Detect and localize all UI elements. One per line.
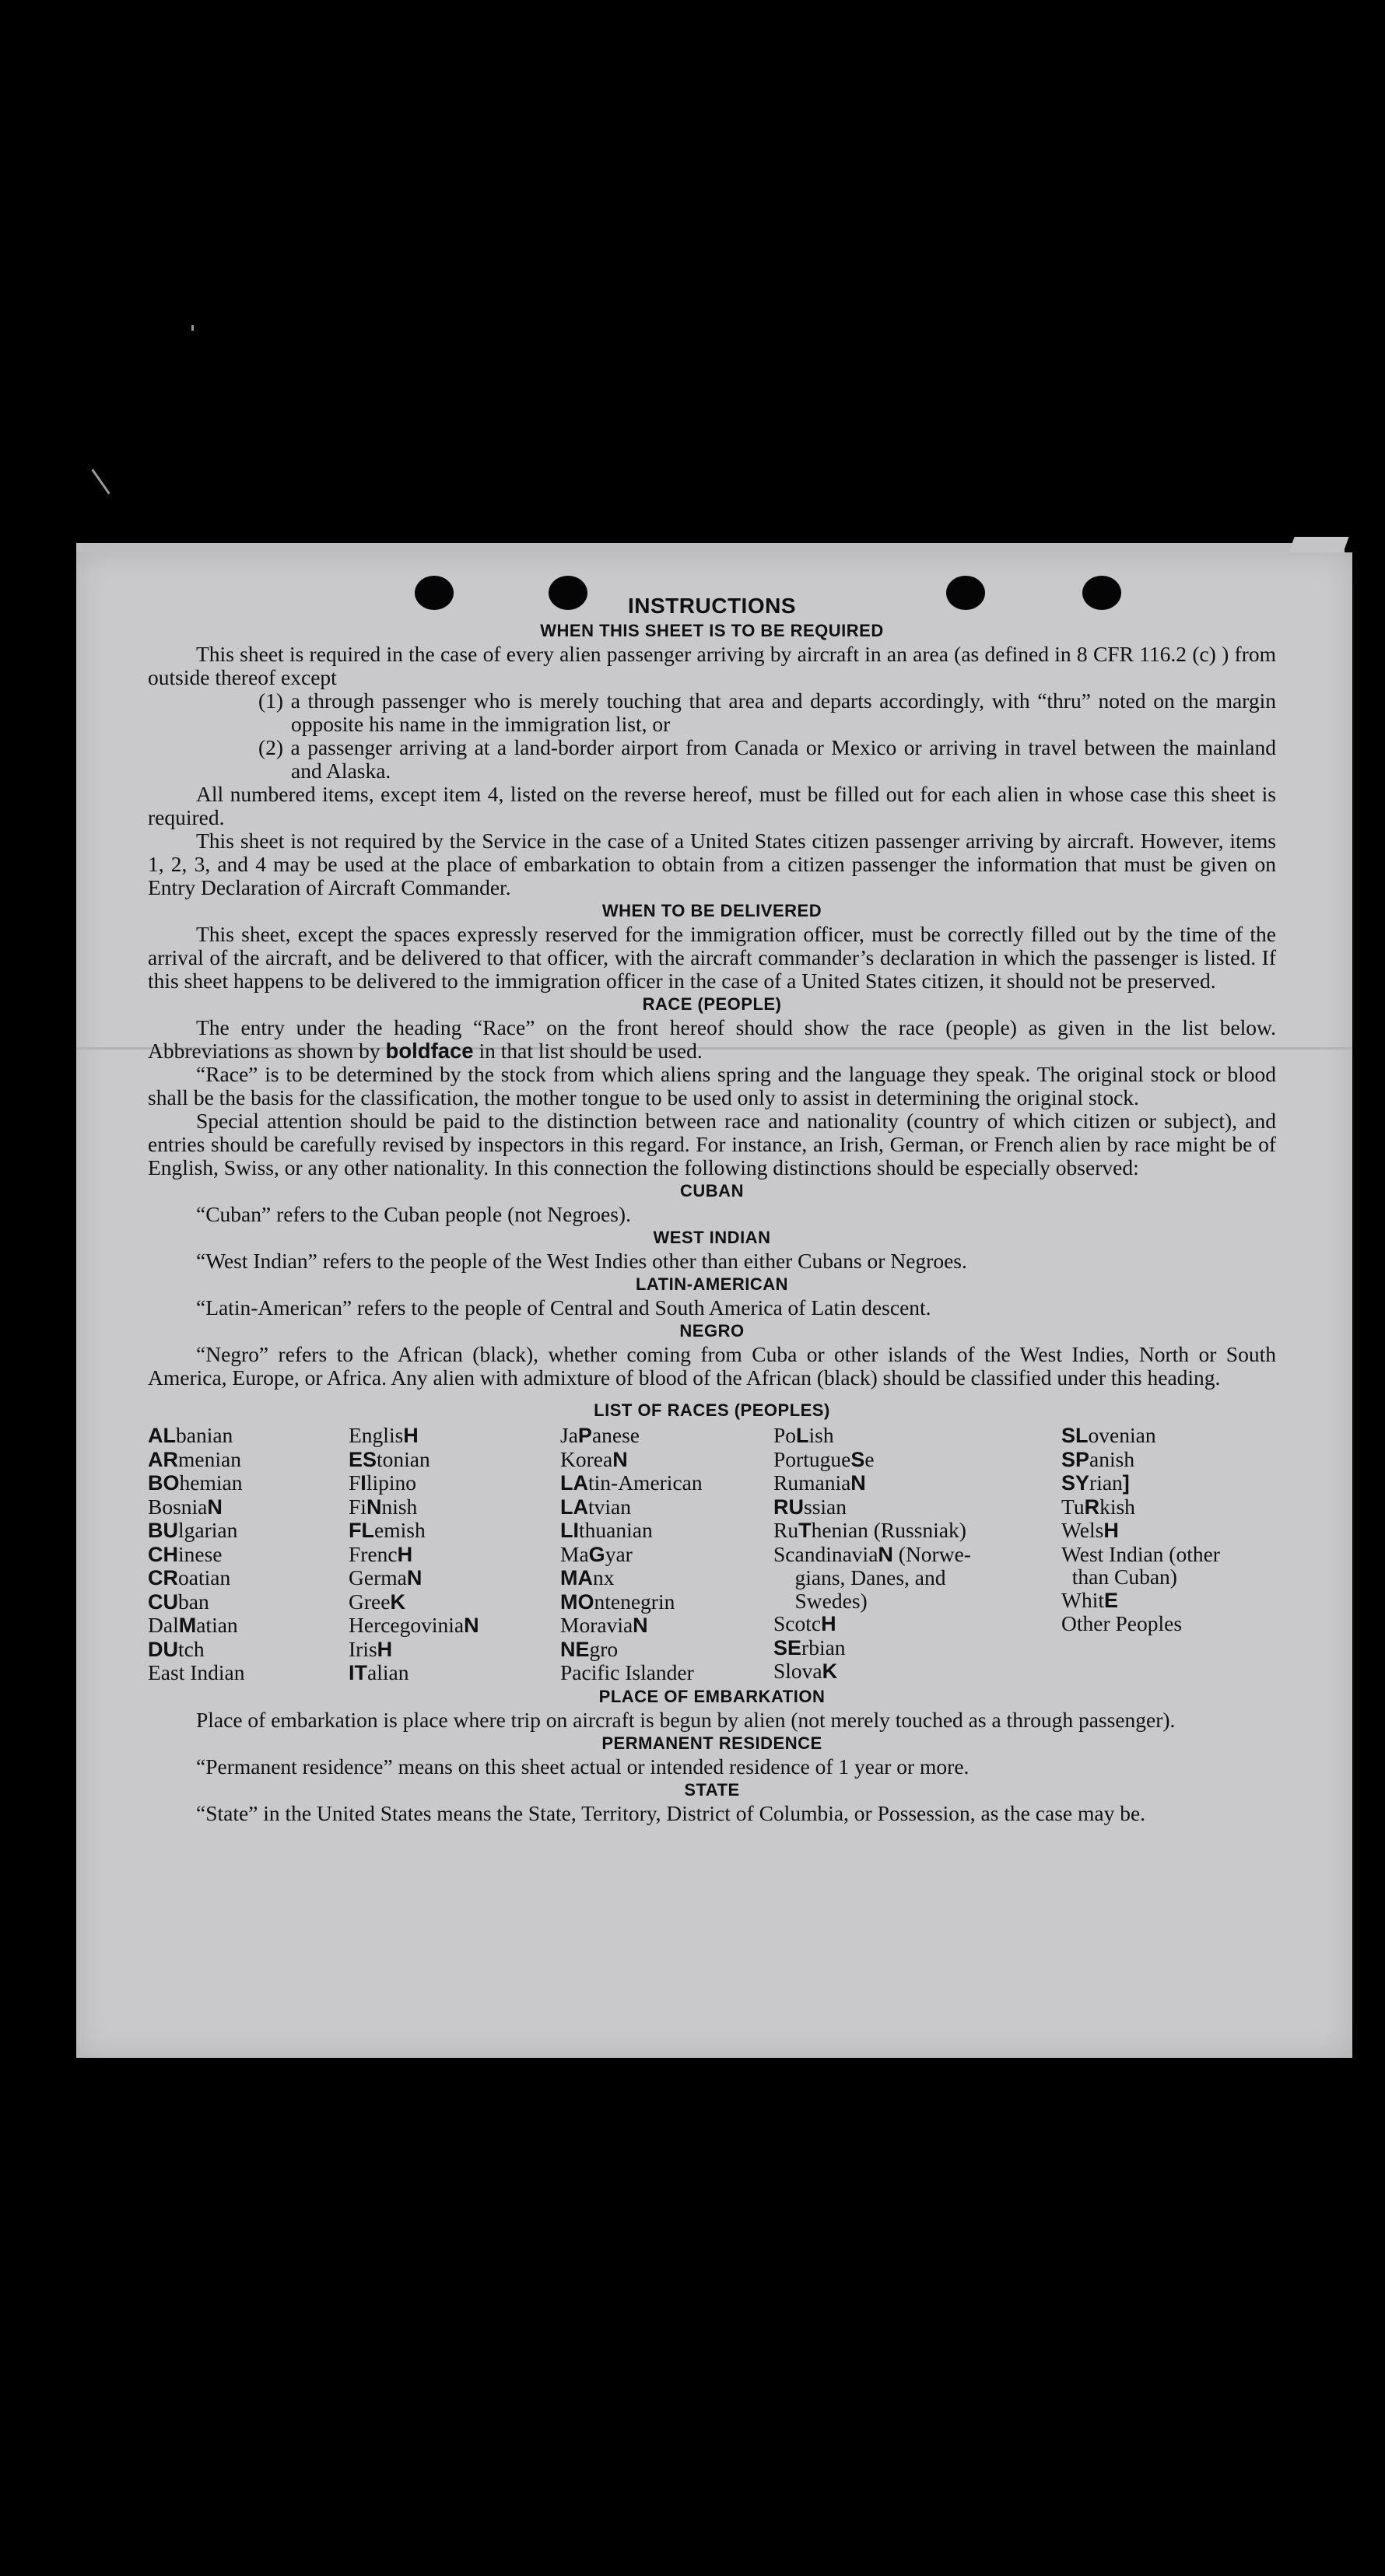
race-entry — [1061, 1565, 1276, 1589]
section-heading-required: WHEN THIS SHEET IS TO BE REQUIRED — [540, 621, 884, 640]
race-entry — [349, 1543, 560, 1567]
race-abbreviation: K — [390, 1589, 405, 1614]
race-abbreviation: N — [878, 1542, 893, 1566]
race-text: rbian — [801, 1635, 846, 1660]
race-text: ntenegrin — [594, 1589, 675, 1614]
race-text: Rumania — [773, 1470, 851, 1495]
paragraph: All numbered items, except item 4, listed on the reverse hereof, must be filled out for each alien in whose case this sheet is required. — [148, 782, 1276, 829]
section-heading-latin-american: LATIN-AMERICAN — [635, 1274, 788, 1294]
paragraph: This sheet, except the spaces expressly reserved for the immigration officer, must be correctly filled out by the time of the arrival of the aircraft, and be delivered to that officer, with the aircraft commander’s declaration in which the passenger is listed. If this sheet happens to be delivered to the immigration officer in the case of a United States citizen, it should not be preserved. — [148, 922, 1276, 993]
race-text: Other Peoples — [1061, 1611, 1183, 1635]
instructions-content — [148, 593, 1276, 1825]
race-text: banian — [176, 1423, 233, 1447]
race-column — [148, 1424, 349, 1685]
section-heading-delivered: WHEN TO BE DELIVERED — [601, 901, 822, 920]
document-title: INSTRUCTIONS — [628, 594, 796, 618]
paragraph: This sheet is not required by the Service in the case of a United States citizen passenger arriving by aircraft. However, items 1, 2, 3, and 4 may be used at the place of embarkation to obtain from a citizen passenger the information that must be given on Entry Declaration of Aircraft Commander. — [148, 829, 1276, 899]
race-abbreviation: N — [366, 1495, 382, 1519]
race-abbreviation: N — [207, 1495, 223, 1519]
race-abbreviation: LA — [560, 1495, 588, 1519]
exception-item: (2) a passenger arriving at a land-border airport from Canada or Mexico or arriving in travel between the mainland and Alaska. — [258, 735, 1276, 783]
section-heading-embarkation: PLACE OF EMBARKATION — [598, 1686, 826, 1706]
race-text: Ma — [560, 1541, 589, 1566]
race-paragraph-end: in that list should be used. — [479, 1039, 703, 1063]
race-abbreviation: SP — [1061, 1447, 1090, 1471]
race-abbreviation: T — [798, 1519, 812, 1542]
race-abbreviation: H — [377, 1637, 393, 1661]
race-abbreviation: BO — [148, 1471, 180, 1495]
race-entry — [773, 1660, 1061, 1684]
race-text: lipino — [366, 1470, 416, 1495]
race-entry — [773, 1589, 1061, 1613]
race-entry — [773, 1543, 1061, 1567]
paragraph: “Negro” refers to the African (black), whether coming from Cuba or other islands of the West Indies, North or South America, Europe, or Africa. Any alien with admixture of blood of the African (black) should be classified under this heading. — [148, 1342, 1276, 1390]
race-text: lgarian — [178, 1518, 238, 1542]
race-text: emish — [374, 1518, 426, 1542]
race-abbreviation: N — [612, 1447, 628, 1471]
race-abbreviation: P — [577, 1424, 592, 1447]
sheet-corner — [1289, 537, 1348, 552]
race-entry — [560, 1424, 773, 1448]
race-entry — [148, 1471, 349, 1495]
race-text: ish — [808, 1423, 834, 1447]
section-heading-residence: PERMANENT RESIDENCE — [601, 1733, 822, 1753]
race-column — [349, 1424, 560, 1685]
race-abbreviation: E — [1104, 1588, 1119, 1612]
race-abbreviation: RU — [773, 1495, 804, 1519]
race-entry — [148, 1590, 349, 1614]
race-abbreviation: ] — [1122, 1471, 1130, 1495]
race-text: Gree — [349, 1589, 391, 1614]
race-abbreviation: SE — [773, 1635, 802, 1660]
race-entry — [560, 1590, 773, 1614]
paragraph: “West Indian” refers to the people of the West Indies other than either Cubans or Negroes. — [196, 1249, 967, 1273]
race-entry — [349, 1614, 560, 1638]
race-entry — [349, 1448, 560, 1472]
race-abbreviation: H — [821, 1612, 836, 1635]
race-entry — [1061, 1519, 1276, 1543]
paragraph: “State” in the United States means the State, Territory, District of Columbia, or Possession, as the case may be. — [196, 1800, 1146, 1825]
paragraph — [148, 1016, 1276, 1063]
race-abbreviation: M — [178, 1614, 197, 1637]
scan-speck — [191, 325, 194, 331]
race-entry — [148, 1566, 349, 1590]
race-entry — [560, 1661, 773, 1684]
race-text: Fi — [349, 1494, 366, 1519]
race-entry — [773, 1495, 1061, 1519]
races-list — [148, 1424, 1276, 1685]
race-text: Slova — [773, 1659, 822, 1683]
race-entry — [1061, 1495, 1276, 1519]
race-abbreviation: K — [822, 1660, 838, 1683]
race-text: alian — [367, 1660, 409, 1684]
race-abbreviation: L — [796, 1424, 809, 1447]
race-abbreviation: SY — [1061, 1471, 1090, 1495]
race-text: Korea — [560, 1446, 613, 1471]
races-heading: LIST OF RACES (PEOPLES) — [594, 1400, 830, 1420]
race-entry — [560, 1448, 773, 1472]
scan-hair — [91, 469, 110, 495]
race-entry — [560, 1566, 773, 1590]
race-text: tonian — [377, 1446, 430, 1471]
race-text: gians, Danes, and — [773, 1565, 946, 1589]
race-entry — [148, 1424, 349, 1448]
section-heading-state: STATE — [684, 1779, 740, 1800]
paragraph: This sheet is required in the case of every alien passenger arriving by aircraft in an area (as defined in 8 CFR 116.2 (c) ) from outside thereof except — [148, 642, 1276, 689]
race-entry — [560, 1543, 773, 1567]
race-text: (Norwe- — [892, 1541, 971, 1566]
race-text: anese — [591, 1423, 640, 1447]
race-abbreviation: AR — [148, 1447, 178, 1471]
race-abbreviation: NE — [560, 1637, 590, 1661]
race-abbreviation: LI — [560, 1519, 579, 1542]
race-abbreviation: CU — [148, 1589, 178, 1614]
race-text: Po — [773, 1423, 797, 1447]
race-text: Scotc — [773, 1611, 822, 1635]
race-abbreviation: ES — [349, 1447, 377, 1471]
section-heading-negro: NEGRO — [679, 1321, 745, 1341]
race-entry — [773, 1424, 1061, 1448]
race-text: Ru — [773, 1518, 799, 1542]
race-entry — [560, 1471, 773, 1495]
race-text: Moravia — [560, 1613, 633, 1637]
race-text: than Cuban) — [1061, 1565, 1177, 1589]
race-abbreviation: AL — [148, 1424, 176, 1447]
race-entry — [349, 1519, 560, 1543]
race-text: Whit — [1061, 1587, 1104, 1612]
race-entry — [560, 1495, 773, 1519]
race-text: yar — [605, 1541, 633, 1566]
race-text: ovenian — [1088, 1423, 1156, 1447]
race-entry — [560, 1638, 773, 1662]
race-text: henian (Russniak) — [811, 1518, 966, 1542]
race-entry — [773, 1612, 1061, 1636]
race-entry — [1061, 1448, 1276, 1472]
race-text: tvian — [588, 1494, 631, 1519]
race-abbreviation: N — [850, 1471, 866, 1495]
paragraph: Place of embarkation is place where trip on aircraft is begun by alien (not merely touched as a through passenger). — [196, 1707, 1176, 1732]
race-text: Germa — [349, 1565, 407, 1589]
race-text: atian — [196, 1613, 238, 1637]
race-text: tch — [178, 1636, 205, 1661]
race-text: West Indian (other — [1061, 1541, 1220, 1566]
race-text: thuanian — [579, 1518, 653, 1542]
race-entry — [1061, 1589, 1276, 1613]
race-abbreviation: SL — [1061, 1424, 1089, 1447]
race-entry — [1061, 1612, 1276, 1635]
race-entry — [349, 1471, 560, 1495]
race-entry — [560, 1519, 773, 1543]
race-text: F — [349, 1470, 361, 1495]
race-text: hemian — [179, 1470, 243, 1495]
race-abbreviation: N — [406, 1566, 423, 1589]
paragraph: Special attention should be paid to the distinction between race and nationality (country of which citizen or subject), and entries should be carefully revised by inspectors in this regard. For instance, an Irish, German, or French alien by race might be of English, Swiss, or any other nationality. In this connection the following distinctions should be especially observed: — [148, 1109, 1276, 1179]
race-abbreviation: I — [360, 1471, 366, 1495]
race-text: gro — [589, 1636, 619, 1661]
race-text: inese — [178, 1541, 223, 1566]
race-entry — [349, 1566, 560, 1590]
race-text: Wels — [1061, 1518, 1104, 1542]
race-entry — [773, 1636, 1061, 1660]
race-abbreviation: N — [464, 1614, 479, 1637]
race-entry — [773, 1566, 1061, 1589]
race-text: tin-American — [588, 1470, 703, 1495]
race-text: nish — [381, 1494, 418, 1519]
paragraph: “Permanent residence” means on this sheet actual or intended residence of 1 year or more. — [196, 1754, 970, 1779]
race-entry — [1061, 1471, 1276, 1495]
race-abbreviation: FL — [349, 1519, 374, 1542]
race-text: rian — [1089, 1470, 1123, 1495]
race-text: nx — [593, 1565, 615, 1589]
race-text: Scandinavia — [773, 1541, 878, 1566]
race-entry — [349, 1638, 560, 1662]
race-abbreviation: LA — [560, 1471, 588, 1495]
race-text: kish — [1099, 1494, 1135, 1519]
race-entry — [349, 1590, 560, 1614]
race-entry — [349, 1495, 560, 1519]
race-text: Portugue — [773, 1446, 851, 1471]
race-text: ban — [178, 1589, 209, 1614]
race-text: Ja — [560, 1423, 578, 1447]
race-text: Tu — [1061, 1494, 1085, 1519]
race-text: Dal — [148, 1613, 179, 1637]
race-abbreviation: DU — [148, 1637, 178, 1661]
race-abbreviation: MO — [560, 1589, 594, 1614]
race-paragraph-start: The entry under the heading “Race” on the front hereof should show the race (people) as given in the list below. Abbreviations as shown by — [148, 1015, 1276, 1063]
race-text: East Indian — [148, 1660, 245, 1684]
race-entry — [148, 1638, 349, 1662]
boldface-word: boldface — [385, 1039, 474, 1063]
race-text: anish — [1089, 1446, 1135, 1471]
race-text: Swedes) — [773, 1588, 868, 1613]
race-text: Englis — [349, 1423, 404, 1447]
race-text: Frenc — [349, 1541, 398, 1566]
section-heading-cuban: CUBAN — [680, 1181, 744, 1200]
race-abbreviation: IT — [349, 1661, 367, 1684]
race-abbreviation: H — [397, 1542, 413, 1566]
section-heading-race: RACE (PEOPLE) — [642, 994, 782, 1014]
race-text: Hercegovinia — [349, 1613, 465, 1637]
race-entry — [560, 1614, 773, 1638]
race-entry — [1061, 1424, 1276, 1448]
race-entry — [148, 1543, 349, 1567]
exception-item: (1) a through passenger who is merely touching that area and departs accordingly, with “thru” noted on the margin opposite his name in the immigration list, or — [258, 689, 1276, 736]
race-abbreviation: S — [850, 1447, 865, 1471]
race-entry — [148, 1661, 349, 1684]
race-entry — [349, 1661, 560, 1685]
race-entry — [148, 1519, 349, 1543]
race-abbreviation: CH — [148, 1542, 178, 1566]
race-entry — [148, 1448, 349, 1472]
race-text: Pacific Islander — [560, 1660, 694, 1684]
race-entry — [1061, 1543, 1276, 1566]
race-entry — [773, 1519, 1061, 1543]
race-text: e — [864, 1446, 875, 1471]
race-text: Bosnia — [148, 1494, 208, 1519]
race-abbreviation: BU — [148, 1519, 178, 1542]
race-entry — [349, 1424, 560, 1448]
race-entry — [148, 1495, 349, 1519]
race-column — [560, 1424, 773, 1685]
race-abbreviation: R — [1084, 1495, 1100, 1519]
race-abbreviation: H — [403, 1424, 419, 1447]
race-entry — [773, 1471, 1061, 1495]
race-abbreviation: CR — [148, 1566, 178, 1589]
race-text: oatian — [178, 1565, 231, 1589]
race-column — [773, 1424, 1061, 1685]
race-text: ssian — [804, 1494, 847, 1519]
paragraph: “Latin-American” refers to the people of Central and South America of Latin descent. — [196, 1295, 931, 1320]
race-text: Iris — [349, 1636, 377, 1661]
race-abbreviation: G — [588, 1542, 605, 1566]
race-abbreviation: N — [633, 1614, 648, 1637]
race-entry — [148, 1614, 349, 1638]
race-abbreviation: H — [1103, 1519, 1119, 1542]
race-text: menian — [178, 1446, 241, 1471]
race-abbreviation: MA — [560, 1566, 593, 1589]
paragraph: “Race” is to be determined by the stock from which aliens spring and the language they speak. The original stock or blood shall be the basis for the classification, the mother tongue to be used only to assist in determining the original stock. — [148, 1062, 1276, 1109]
race-column — [1061, 1424, 1276, 1685]
paragraph: “Cuban” refers to the Cuban people (not Negroes). — [196, 1202, 631, 1226]
race-entry — [773, 1448, 1061, 1472]
section-heading-west-indian: WEST INDIAN — [653, 1228, 771, 1247]
